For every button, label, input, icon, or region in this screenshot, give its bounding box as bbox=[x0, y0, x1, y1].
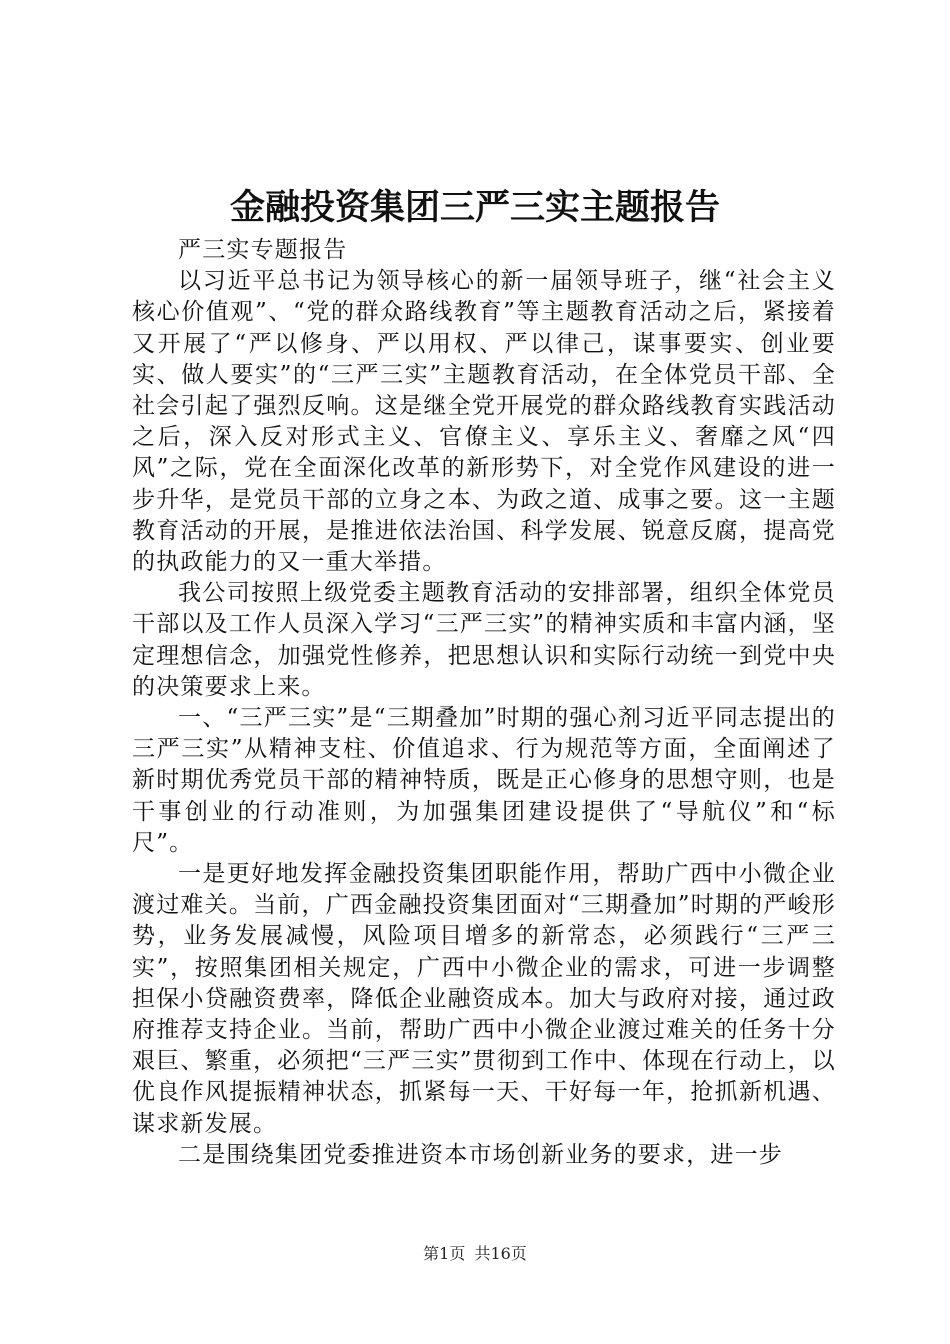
paragraph-company-study: 我公司按照上级党委主题教育活动的安排部署，组织全体党员干部以及工作人员深入学习“三严三实”的精神实质和丰富内涵，坚定理想信念，加强党性修养，把思想认识和实际行动统一到党中央的决策要求上来。 bbox=[132, 580, 836, 700]
page-total: 共16页 bbox=[474, 1244, 527, 1263]
document-title: 金融投资集团三严三实主题报告 bbox=[229, 187, 720, 228]
page-number: 第1页 bbox=[423, 1244, 466, 1263]
page-footer bbox=[0, 1242, 950, 1266]
paragraph-section-one: 一、“三严三实”是“三期叠加”时期的强心剂习近平同志提出的三严三实”从精神支柱、价值追求、行为规范等方面，全面阐述了新时期优秀党员干部的精神特质，既是正心修身的思想守则，也是干事创业的行动准则，为加强集团建设提供了“导航仪”和“标尺”。 bbox=[132, 705, 836, 856]
document-body bbox=[132, 235, 836, 1171]
paragraph-point-one: 一是更好地发挥金融投资集团职能作用，帮助广西中小微企业渡过难关。当前，广西金融投资集团面对“三期叠加”时期的严峻形势，业务发展减慢，风险项目增多的新常态，必须践行“三严三实”，按照集团相关规定，广西中小微企业的需求，可进一步调整担保小贷融资费率，降低企业融资成本。加大与政府对接，通过政府推荐支持企业。当前，帮助广西中小微企业渡过难关的任务十分艰巨、繁重，必须把“三严三实”贯彻到工作中、体现在行动上，以优良作风提振精神状态，抓紧每一天、干好每一年，抢抓新机遇、谋求新发展。 bbox=[132, 861, 836, 1137]
paragraph-subtitle: 严三实专题报告 bbox=[178, 237, 348, 263]
paragraph-point-two: 二是围绕集团党委推进资本市场创新业务的要求，进一步 bbox=[178, 1141, 783, 1168]
paragraph-intro: 以习近平总书记为领导核心的新一届领导班子，继“社会主义核心价值观”、“党的群众路线教育”等主题教育活动之后，紧接着又开展了“严以修身、严以用权、严以律己，谋事要实、创业要实、做人要实”的“三严三实”主题教育活动，在全体党员干部、全社会引起了强烈反响。这是继全党开展党的群众路线教育实践活动之后，深入反对形式主义、官僚主义、享乐主义、奢靡之风“四风”之际，党在全面深化改革的新形势下，对全党作风建设的进一步升华，是党员干部的立身之本、为政之道、成事之要。这一主题教育活动的开展，是推进依法治国、科学发展、锐意反腐，提高党的执政能力的又一重大举措。 bbox=[132, 268, 836, 576]
